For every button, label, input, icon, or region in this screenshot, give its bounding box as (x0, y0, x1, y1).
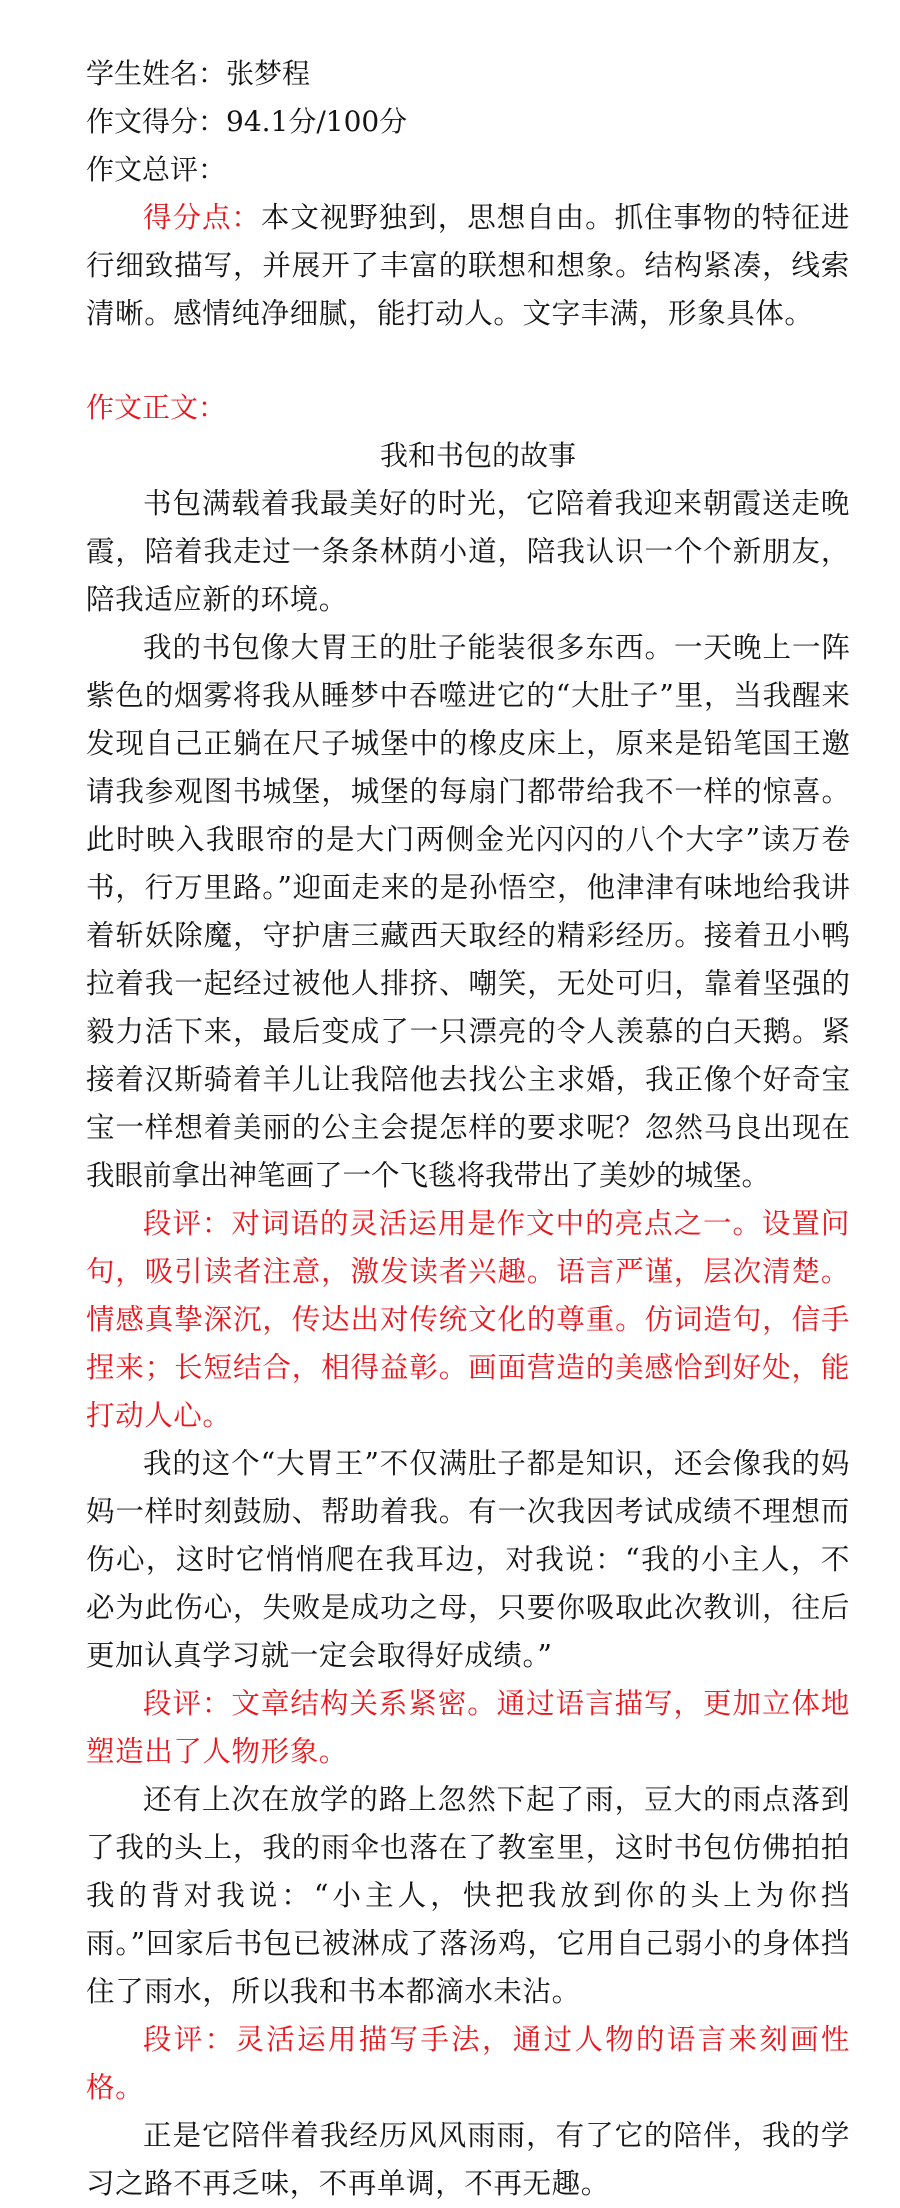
student-name: 张梦程 (226, 57, 311, 90)
paragraph-comment-2: 段评：文章结构关系紧密。通过语言描写，更加立体地塑造出了人物形象。 (86, 1687, 850, 1768)
student-name-line (86, 50, 850, 98)
essay-section-label: 作文正文： (86, 391, 227, 424)
spacer (86, 338, 850, 384)
student-name-label: 学生姓名： (86, 57, 227, 90)
paragraph-comment-1: 段评：对词语的灵活运用是作文中的亮点之一。设置问句，吸引读者注意，激发读者兴趣。语言严谨，层次清楚。情感真挚深沉，传达出对传统文化的尊重。仿词造句，信手捏来；长短结合，相得益彰。画面营造的美感恰到好处，能打动人心。 (86, 1207, 850, 1432)
overall-comment-heading (86, 146, 850, 194)
essay-paragraph-3: 我的这个“大胃王”不仅满肚子都是知识，还会像我的妈妈一样时刻鼓励、帮助着我。有一次我因考试成绩不理想而伤心，这时它悄悄爬在我耳边，对我说：“我的小主人，不必为此伤心，失败是成功之母，只要你吸取此次教训，往后更加认真学习就一定会取得好成绩。” (86, 1447, 850, 1672)
score-value: 94.1分/100分 (226, 105, 408, 138)
overall-comment-label: 作文总评： (86, 153, 227, 186)
essay-title: 我和书包的故事 (379, 439, 576, 472)
score-line (86, 98, 850, 146)
overall-comment (86, 194, 850, 338)
overall-comment-text: 本文视野独到，思想自由。抓住事物的特征进行细致描写，并展开了丰富的联想和想象。结构紧凑，线索清晰。感情纯净细腻，能打动人。文字丰满，形象具体。 (86, 201, 850, 330)
essay-paragraph-2: 我的书包像大胃王的肚子能装很多东西。一天晚上一阵紫色的烟雾将我从睡梦中吞噬进它的“大肚子”里，当我醒来发现自己正躺在尺子城堡中的橡皮床上，原来是铅笔国王邀请我参观图书城堡，城堡的每扇门都带给我不一样的惊喜。此时映入我眼帘的是大门两侧金光闪闪的八个大字”读万卷书，行万里路。”迎面走来的是孙悟空，他津津有味地给我讲着斩妖除魔，守护唐三藏西天取经的精彩经历。接着丑小鸭拉着我一起经过被他人排挤、嘲笑，无处可归，靠着坚强的毅力活下来，最后变成了一只漂亮的令人羡慕的白天鹅。紧接着汉斯骑着羊儿让我陪他去找公主求婚，我正像个好奇宝宝一样想着美丽的公主会提怎样的要求呢？忽然马良出现在我眼前拿出神笔画了一个飞毯将我带出了美妙的城堡。 (86, 631, 850, 1192)
essay-paragraph-1: 书包满载着我最美好的时光，它陪着我迎来朝霞送走晚霞，陪着我走过一条条林荫小道，陪我认识一个个新朋友，陪我适应新的环境。 (86, 487, 850, 616)
score-label: 作文得分： (86, 105, 227, 138)
paragraph-comment-3: 段评：灵活运用描写手法，通过人物的语言来刻画性格。 (86, 2023, 850, 2104)
essay-paragraph-4: 还有上次在放学的路上忽然下起了雨，豆大的雨点落到了我的头上，我的雨伞也落在了教室里，这时书包仿佛拍拍我的背对我说：“小主人，快把我放到你的头上为你挡雨。”回家后书包已被淋成了落汤鸡，它用自己弱小的身体挡住了雨水，所以我和书本都滴水未沾。 (86, 1783, 850, 2008)
score-points-label: 得分点： (143, 201, 261, 234)
essay-paragraph-5: 正是它陪伴着我经历风风雨雨，有了它的陪伴，我的学习之路不再乏味，不再单调，不再无趣。 (86, 2119, 850, 2200)
